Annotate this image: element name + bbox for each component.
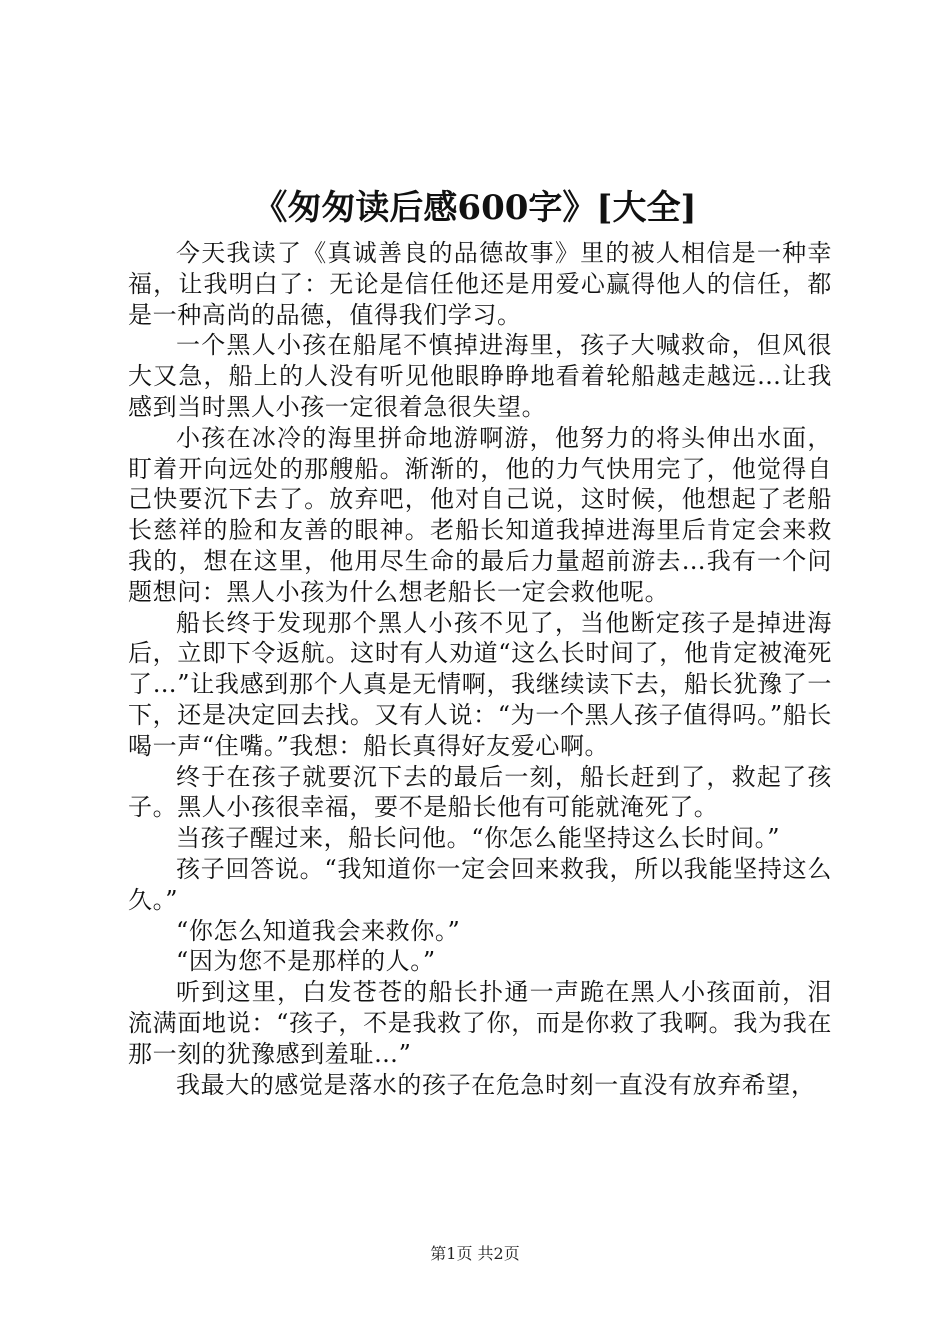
paragraph: “因为您不是那样的人。”	[176, 947, 436, 976]
paragraph: 听到这里，白发苍苍的船长扑通一声跪在黑人小孩面前，泪流满面地说：“孩子，不是我救了你，而是你救了我啊。我为我在那一刻的犹豫感到羞耻…”	[128, 978, 832, 1068]
paragraph: 船长终于发现那个黑人小孩不见了，当他断定孩子是掉进海后，立即下令返航。这时有人劝道“这么长时间了，他肯定被淹死了…”让我感到那个人真是无情啊，我继续读下去，船长犹豫了一下，还是决定回去找。又有人说：“为一个黑人孩子值得吗。”船长喝一声“住嘴。”我想：船长真得好友爱心啊。	[128, 608, 832, 760]
paragraph: 当孩子醒过来，船长问他。“你怎么能坚持这么长时间。”	[176, 824, 781, 853]
page-footer: 第1页 共2页	[430, 1244, 520, 1263]
paragraph: 我最大的感觉是落水的孩子在危急时刻一直没有放弃希望，	[176, 1070, 816, 1099]
paragraph: 小孩在冰冷的海里拼命地游啊游，他努力的将头伸出水面，盯着开向远处的那艘船。渐渐的，他的力气快用完了，他觉得自己快要沉下去了。放弃吧，他对自己说，这时候，他想起了老船长慈祥的脸和友善的眼神。老船长知道我掉进海里后肯定会来救我的，想在这里，他用尽生命的最后力量超前游去…我有一个问题想问：黑人小孩为什么想老船长一定会救他呢。	[128, 423, 832, 606]
document-body	[128, 238, 832, 1100]
document-title: 《匆匆读后感600字》[大全]	[253, 188, 697, 228]
paragraph: 一个黑人小孩在船尾不慎掉进海里，孩子大喊救命，但风很大又急，船上的人没有听见他眼睁睁地看着轮船越走越远…让我感到当时黑人小孩一定很着急很失望。	[128, 331, 832, 421]
paragraph: 今天我读了《真诚善良的品德故事》里的被人相信是一种幸福，让我明白了：无论是信任他还是用爱心赢得他人的信任，都是一种高尚的品德，值得我们学习。	[128, 239, 832, 329]
paragraph: 终于在孩子就要沉下去的最后一刻，船长赶到了，救起了孩子。黑人小孩很幸福，要不是船长他有可能就淹死了。	[128, 762, 832, 822]
paragraph: 孩子回答说。“我知道你一定会回来救我，所以我能坚持这么久。”	[128, 854, 832, 914]
paragraph: “你怎么知道我会来救你。”	[176, 916, 461, 945]
